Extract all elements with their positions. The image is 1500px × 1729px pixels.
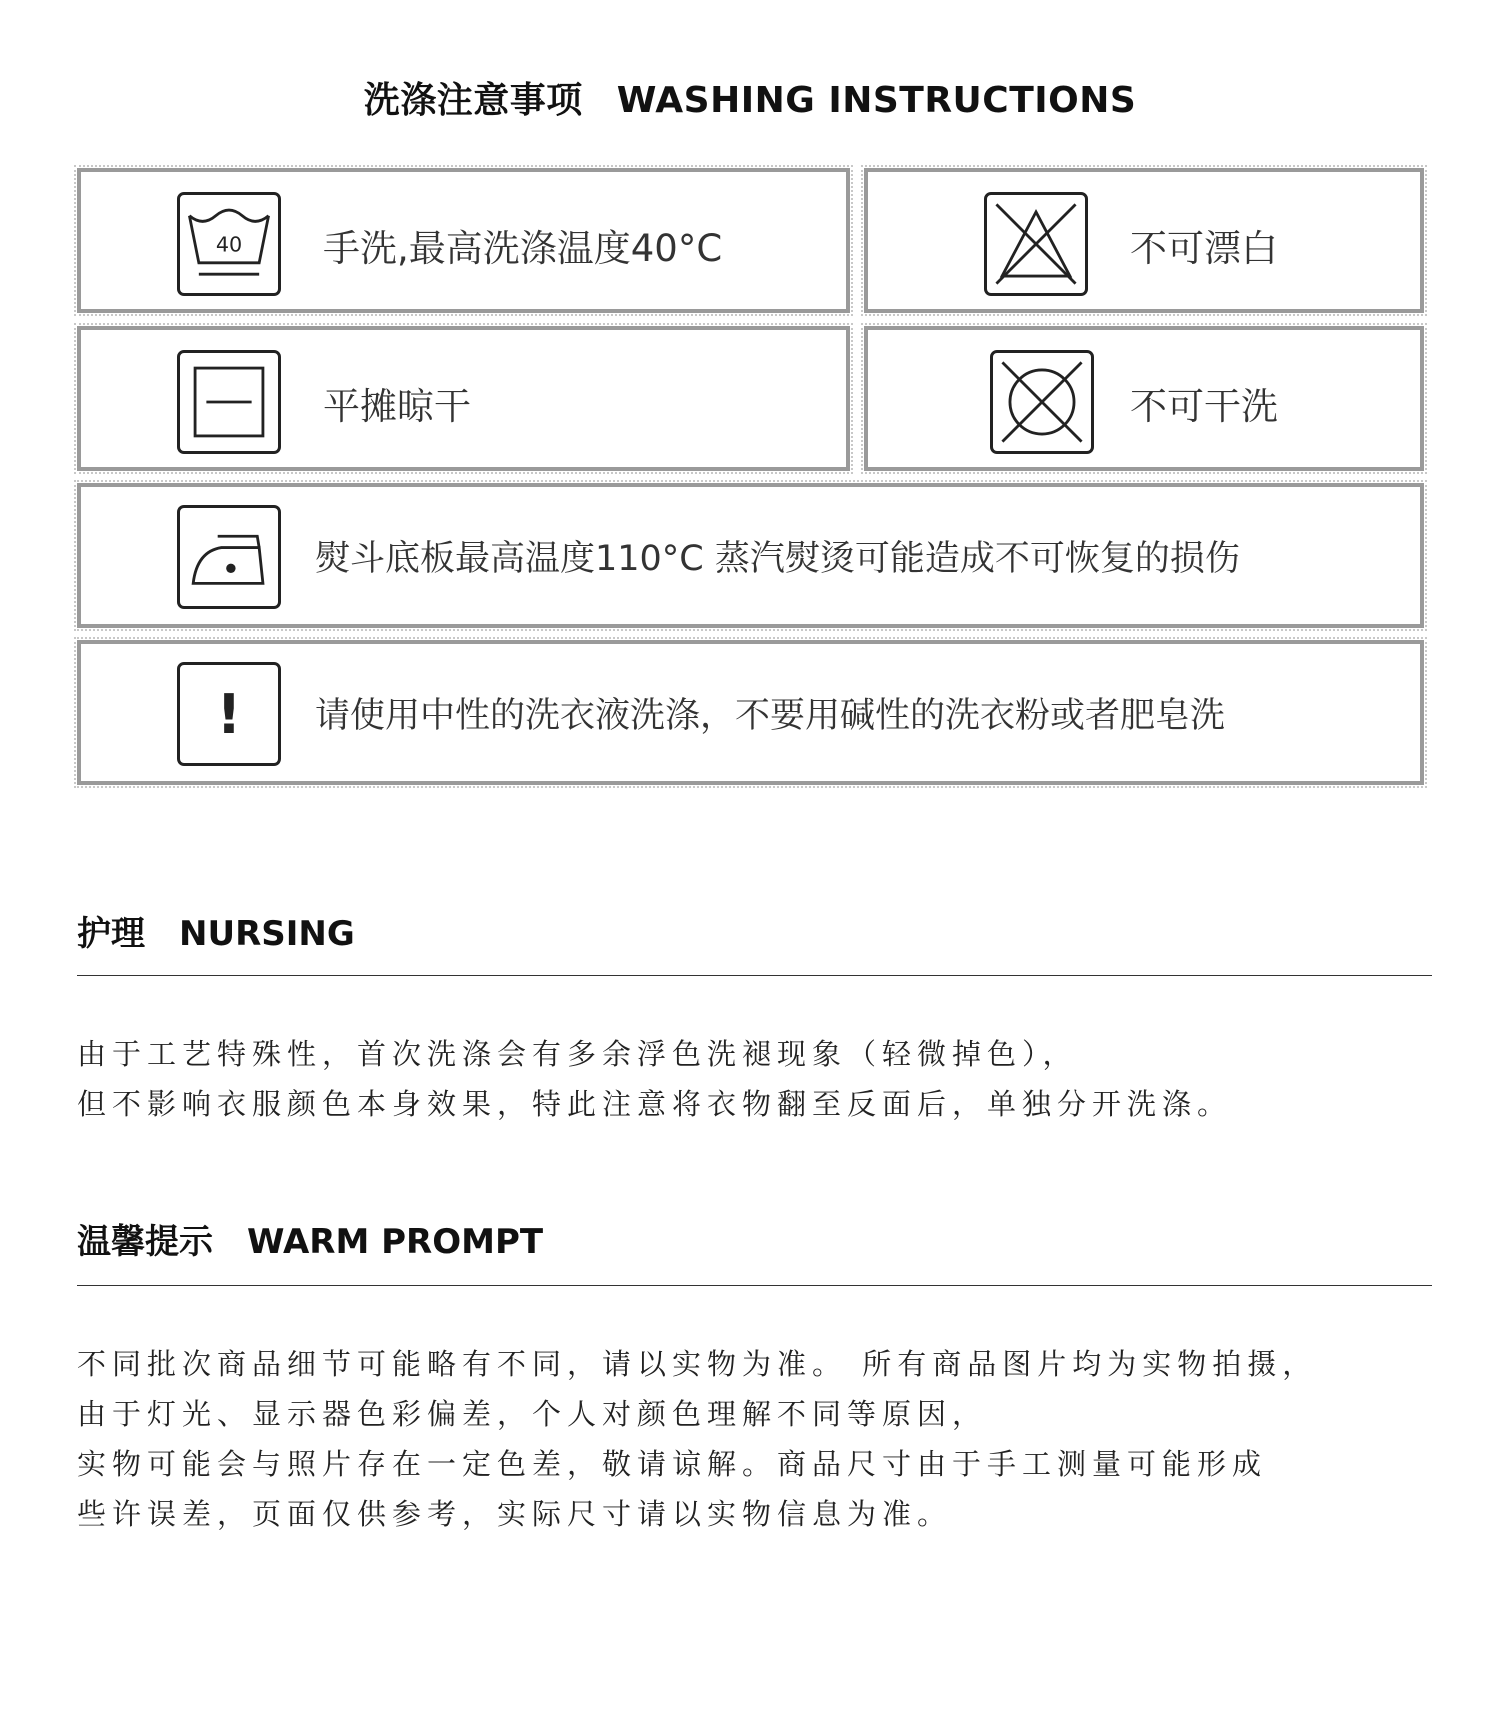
dry-flat-icon bbox=[177, 350, 281, 454]
warm-prompt-divider bbox=[77, 1285, 1432, 1286]
care-label: 平摊晾干 bbox=[323, 385, 471, 428]
warm-prompt-heading-en: WARM PROMPT bbox=[247, 1222, 544, 1262]
nursing-line-1: 由于工艺特殊性，首次洗涤会有多余浮色洗褪现象（轻微掉色）， bbox=[77, 1037, 1078, 1071]
warm-prompt-line-4: 些许误差，页面仅供参考，实际尺寸请以实物信息为准。 bbox=[77, 1497, 953, 1531]
warm-prompt-heading bbox=[77, 1214, 543, 1263]
warm-prompt-line-1: 不同批次商品细节可能略有不同，请以实物为准。 所有商品图片均为实物拍摄， bbox=[77, 1347, 1318, 1381]
care-label: 不可漂白 bbox=[1130, 227, 1278, 270]
care-label: 请使用中性的洗衣液洗涤，不要用碱性的洗衣粉或者肥皂洗 bbox=[315, 696, 1226, 736]
care-label: 熨斗底板最高温度110°C 蒸汽熨烫可能造成不可恢复的损伤 bbox=[315, 539, 1240, 579]
title-zh: 洗涤注意事项 bbox=[363, 80, 583, 121]
title-en: WASHING INSTRUCTIONS bbox=[616, 80, 1137, 121]
hand-wash-40-icon bbox=[177, 192, 281, 296]
nursing-heading-en: NURSING bbox=[179, 914, 355, 954]
warm-prompt-line-3: 实物可能会与照片存在一定色差，敬请谅解。商品尺寸由于手工测量可能形成 bbox=[77, 1447, 1268, 1481]
nursing-divider bbox=[77, 975, 1432, 976]
nursing-heading bbox=[77, 906, 355, 955]
care-label: 不可干洗 bbox=[1130, 385, 1278, 428]
care-item-no-bleach bbox=[864, 168, 1424, 313]
care-label: 手洗,最高洗涤温度40°C bbox=[323, 227, 723, 270]
do-not-dry-clean-icon bbox=[990, 350, 1094, 454]
care-item-no-dry-clean bbox=[864, 326, 1424, 471]
do-not-bleach-icon bbox=[984, 192, 1088, 296]
icon-text-40: 40 bbox=[215, 232, 243, 257]
page-title bbox=[0, 72, 1500, 123]
care-item-iron bbox=[77, 483, 1424, 628]
warm-prompt-line-2: 由于灯光、显示器色彩偏差，个人对颜色理解不同等原因， bbox=[77, 1397, 988, 1431]
nursing-heading-zh: 护理 bbox=[77, 914, 145, 954]
care-item-warning bbox=[77, 640, 1424, 785]
nursing-line-2: 但不影响衣服颜色本身效果，特此注意将衣物翻至反面后，单独分开洗涤。 bbox=[77, 1087, 1233, 1121]
care-item-dry-flat bbox=[77, 326, 850, 471]
icon-text-exclamation: ! bbox=[216, 681, 242, 746]
care-item-hand-wash bbox=[77, 168, 850, 313]
warm-prompt-heading-zh: 温馨提示 bbox=[77, 1222, 213, 1262]
warning-icon bbox=[177, 662, 281, 766]
iron-low-heat-icon bbox=[177, 505, 281, 609]
